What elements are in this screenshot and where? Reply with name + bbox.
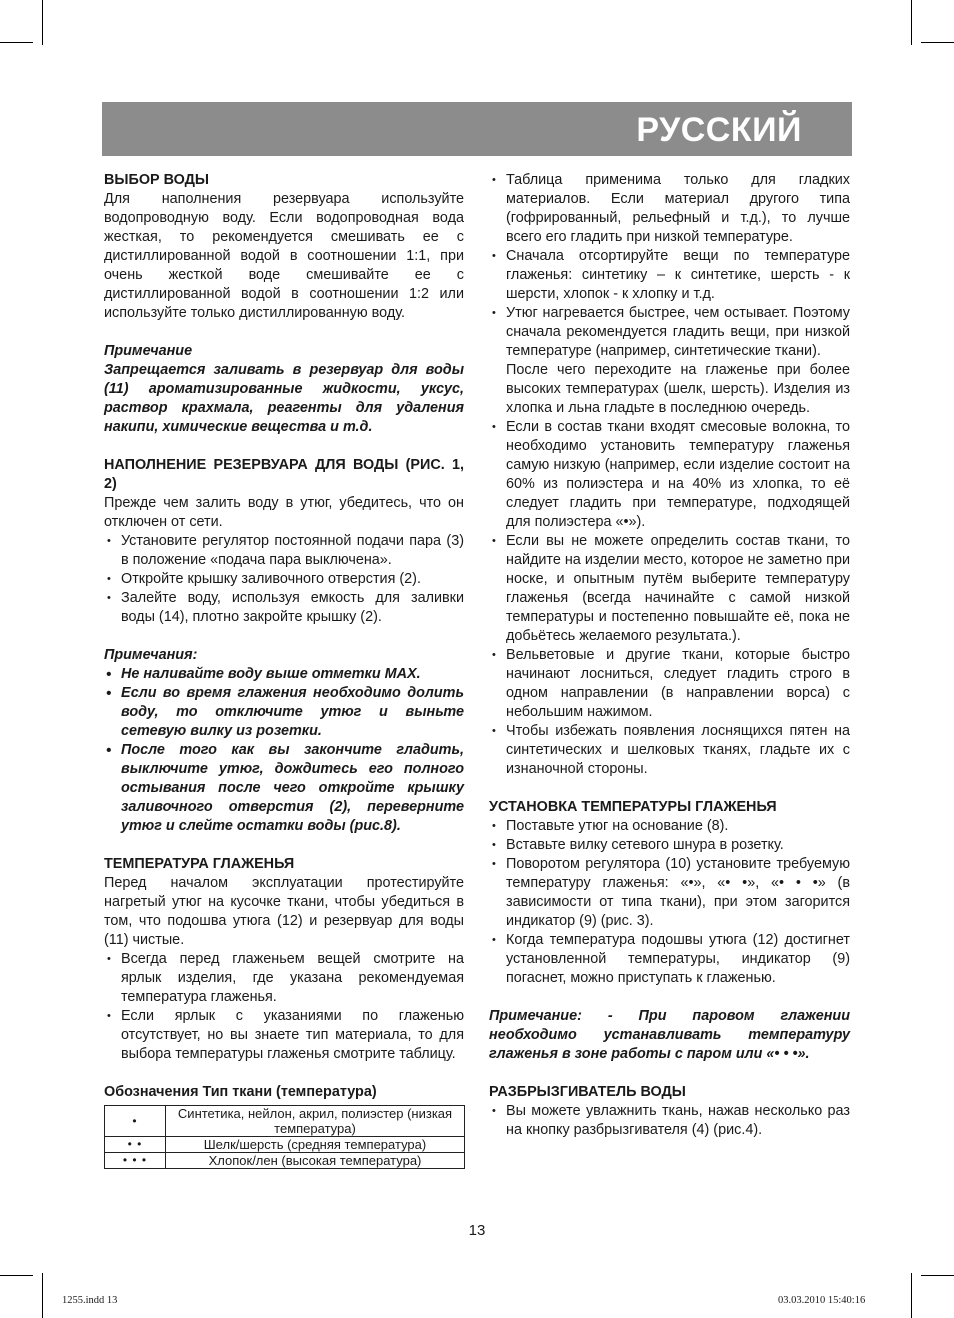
temp-setting-list bbox=[489, 817, 850, 988]
list-item: • Если вы не можете определить состав ткани, то найдите на изделии место, которое не заметно при носке, и опытным путём выберите температуру глаженья (всегда начинайте с самой низкой температуры и постепенно повышайте её, пока не добьётесь желаемого результата.). bbox=[489, 532, 850, 646]
list-item: • Вставьте вилку сетевого шнура в розетку. bbox=[489, 836, 850, 855]
table-row bbox=[105, 1106, 465, 1137]
crop-mark bbox=[921, 42, 954, 43]
fabric-temperature-table bbox=[104, 1105, 465, 1169]
left-column bbox=[104, 171, 464, 1169]
list-item: • Вы можете увлажнить ткань, нажав несколько раз на кнопку разбрызгивателя (4) (рис.4). bbox=[489, 1102, 850, 1140]
list-item: • Установите регулятор постоянной подачи пара (3) в положение «подача пара выключена». bbox=[104, 532, 464, 570]
list-item: • Если ярлык с указаниями по глаженью отсутствует, но вы знаете тип материала, то для выбора температуры глаженья смотрите таблицу. bbox=[104, 1007, 464, 1064]
section-title-filling: НАПОЛНЕНИЕ РЕЗЕРВУАРА ДЛЯ ВОДЫ (РИС. 1, 2) bbox=[104, 457, 464, 492]
file-info: 1255.indd 13 bbox=[62, 1295, 118, 1306]
fabric-cell: Хлопок/лен (высокая температура) bbox=[166, 1153, 465, 1169]
crop-mark bbox=[0, 42, 33, 43]
page-number: 13 bbox=[468, 1222, 486, 1239]
print-datetime: 03.03.2010 15:40:16 bbox=[778, 1295, 866, 1306]
list-item: • Чтобы избежать появления лоснящихся пятен на синтетических и шелковых тканях, гладьте их с изнаночной стороны. bbox=[489, 722, 850, 779]
crop-mark bbox=[921, 1275, 954, 1276]
list-item: • Вельветовые и другие ткани, которые быстро начинают лосниться, следует гладить строго в одном направлении (в направлении ворса) с небольшим нажимом. bbox=[489, 646, 850, 722]
fabric-cell: Синтетика, нейлон, акрил, полиэстер (низкая температура) bbox=[166, 1106, 465, 1137]
section-title-water-choice: ВЫБОР ВОДЫ bbox=[104, 172, 209, 188]
crop-mark bbox=[42, 0, 43, 45]
list-item: • Всегда перед глаженьем вещей смотрите на ярлык изделия, где указана рекомендуемая температура глаженья. bbox=[104, 950, 464, 1007]
table-row bbox=[105, 1153, 465, 1169]
section-title-temp-setting: УСТАНОВКА ТЕМПЕРАТУРЫ ГЛАЖЕНЬЯ bbox=[489, 799, 777, 815]
list-item: • Залейте воду, используя емкость для заливки воды (14), плотно закройте крышку (2). bbox=[104, 589, 464, 627]
filling-text: Прежде чем залить воду в утюг, убедитесь, что он отключен от сети. bbox=[104, 495, 464, 530]
list-item: • Сначала отсортируйте вещи по температуре глаженья: синтетику – к синтетике, шерсть - к шерсти, хлопок - к хлопку и т.д. bbox=[489, 247, 850, 304]
temp-symbol: • • bbox=[105, 1137, 166, 1153]
section-title-sprayer: РАЗБРЫЗГИВАТЕЛЬ ВОДЫ bbox=[489, 1084, 686, 1100]
right-column bbox=[489, 171, 850, 1140]
crop-mark bbox=[911, 1273, 912, 1318]
list-item bbox=[489, 304, 850, 418]
steam-note: Примечание: - При паровом глажении необходимо устанавливать температуру глаженья в зоне работы с паром или «• • •». bbox=[489, 1008, 850, 1062]
list-item: • Поставьте утюг на основание (8). bbox=[489, 817, 850, 836]
list-item-text: Утюг нагревается быстрее, чем остывает. Поэтому сначала рекомендуется гладить вещи, при низкой температуре (например, синтетические ткани). bbox=[506, 305, 850, 359]
language-title: РУССКИЙ bbox=[636, 111, 802, 149]
list-item: • Поворотом регулятора (10) установите требуемую температуру глаженья: «•», «• •», «• • •» (в зависимости от типа ткани), при этом загорится индикатор (9) (рис. 3). bbox=[489, 855, 850, 931]
crop-mark bbox=[0, 1275, 33, 1276]
notes-list bbox=[104, 665, 464, 836]
note-text: Запрещается заливать в резервуар для воды (11) ароматизированные жидкости, уксус, раствор крахмала, реагенты для удаления накипи, химические вещества и т.д. bbox=[104, 362, 464, 435]
list-item: • Если в состав ткани входят смесовые волокна, то необходимо установить температуру глаженья самую низкую (например, если изделие состоит на 60% из полиэстера и на 40% из хлопка, то её следует гладить при температуре, подходящей для полиэстера «•»). bbox=[489, 418, 850, 532]
table-title: Обозначения Тип ткани (температура) bbox=[104, 1084, 377, 1100]
language-header-band bbox=[102, 102, 852, 156]
crop-mark bbox=[42, 1273, 43, 1318]
list-item: • Не наливайте воду выше отметки MAX. bbox=[104, 665, 464, 684]
crop-mark bbox=[911, 0, 912, 45]
table-row bbox=[105, 1137, 465, 1153]
filling-list bbox=[104, 532, 464, 627]
list-item: • Откройте крышку заливочного отверстия (2). bbox=[104, 570, 464, 589]
ironing-tips-list bbox=[489, 171, 850, 779]
ironing-temp-text: Перед началом эксплуатации протестируйте нагретый утюг на кусочке ткани, чтобы убедиться в том, что подошва утюга (12) и резервуар для воды (11) чистые. bbox=[104, 875, 464, 948]
list-item: • Если во время глажения необходимо долить воду, то отключите утюг и выньте сетевую вилку из розетки. bbox=[104, 684, 464, 741]
section-title-ironing-temp: ТЕМПЕРАТУРА ГЛАЖЕНЬЯ bbox=[104, 856, 295, 872]
temp-symbol: • • • bbox=[105, 1153, 166, 1169]
ironing-temp-list bbox=[104, 950, 464, 1064]
list-item-continuation: После чего переходите на глаженье при более высоких температурах (шелк, шерсть). Изделия из хлопка и льна гладьте в последнюю очередь. bbox=[506, 362, 850, 416]
water-choice-text: Для наполнения резервуара используйте водопроводную воду. Если водопроводная вода жесткая, то рекомендуется смешивать ее с дистиллированной водой в соотношении 1:1, при очень жесткой воде смешивайте ее с дистиллированной водой в соотношении 1:2 или используйте только дистиллированную воду. bbox=[104, 191, 464, 321]
temp-symbol: • bbox=[105, 1106, 166, 1137]
list-item: • Таблица применима только для гладких материалов. Если материал другого типа (гофрированный, рельефный и т.д.), то лучше всего его гладить при низкой температуре. bbox=[489, 171, 850, 247]
list-item: • После того как вы закончите гладить, выключите утюг, дождитесь его полного остывания после чего откройте крышку заливочного отверстия (2), переверните утюг и слейте остатки воды (рис.8). bbox=[104, 741, 464, 836]
fabric-cell: Шелк/шерсть (средняя температура) bbox=[166, 1137, 465, 1153]
note-title: Примечание bbox=[104, 343, 193, 359]
notes-title: Примечания: bbox=[104, 647, 198, 663]
sprayer-list bbox=[489, 1102, 850, 1140]
list-item: • Когда температура подошвы утюга (12) достигнет установленной температуры, индикатор (9) погаснет, можно приступать к глаженью. bbox=[489, 931, 850, 988]
